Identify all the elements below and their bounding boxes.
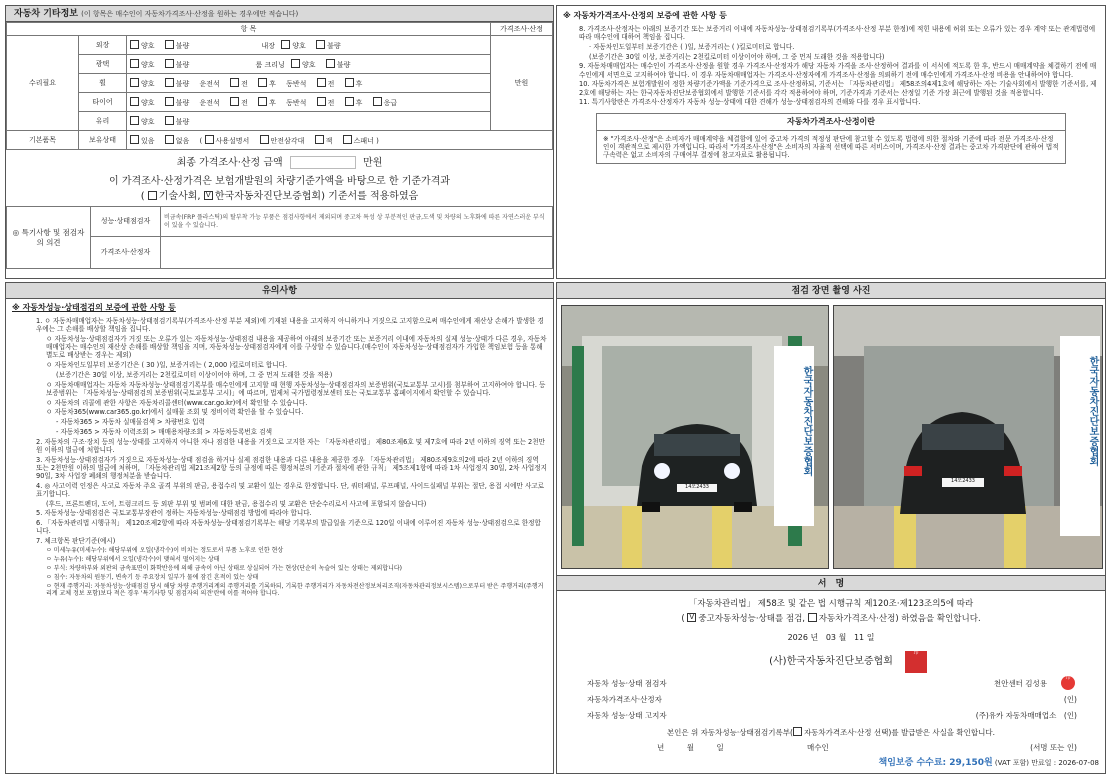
row-glass-options: 양호 불량 bbox=[127, 112, 491, 131]
cleaning-bad-checkbox[interactable] bbox=[326, 59, 335, 68]
wheel-pass-front-checkbox[interactable] bbox=[317, 78, 326, 87]
repair-needed-label: 수리필요 bbox=[7, 36, 79, 131]
row-gloss-options: 양호 불량 룸 크리닝 양호 불량 bbox=[127, 55, 491, 74]
used-car-check-checkbox[interactable] bbox=[687, 613, 696, 622]
note-2: 2. 자동차의 구조·장치 등의 성능·상태를 고지하지 아니한 자나 점검한 내용을 거짓으로 고지한 자는 「자동차관리법」 제80조제6호 및 제7호에 따라 2년 이하의 징역 또는 2천만원 이하의 벌금에 처합니다. bbox=[36, 437, 545, 454]
price-assessor-label: 가격조사·산정자 bbox=[91, 237, 161, 269]
price-guarantee-title: ※ 자동차가격조사·산정의 보증에 관한 사항 등 bbox=[563, 11, 727, 20]
guarantee-item-8-period: · 자동차인도일부터 보증기간은 ( )일, 보증거리는 ( )킬로미터로 합니다. bbox=[589, 42, 795, 51]
wheel-good-checkbox[interactable] bbox=[130, 78, 139, 87]
tire-driver-rear-checkbox[interactable] bbox=[258, 97, 267, 106]
wheel-pass-rear-checkbox[interactable] bbox=[345, 78, 354, 87]
note-3: 3. 자동차성능·상태점검자가 거짓으로 자동차성능·상태 점검을 하거나 실제 점검한 내용과 다른 내용을 제공한 경우 「자동차관리법」 제80조제9호의2에 따라 2년 이하의 징역 또는 2천만원 이하의 벌금에 처하며, 「자동차관리법 제21조제2항 등의 규정에 따른 행정처분의 기준과 절차에 관한 규칙」 제5조제1항에 따라 1차 사업정지 30일, 2차 사업정지 90일, 3차 사업장 폐쇄의 행정처분을 받습니다. bbox=[36, 455, 547, 480]
row-exterior-label: 외장 bbox=[79, 36, 127, 55]
guarantee-item-11: 11. 특기사항란은 가격조사·산정자가 자동차 성능·상태에 대한 견해가 성능·상태점검자의 견해와 다를 경우 표시합니다. bbox=[579, 98, 921, 107]
note-7b: ㅇ 누유(누수): 해당부위에서 오일(냉각수)이 맺혀서 떨어지는 상태 bbox=[46, 555, 220, 563]
col-price-header: 가격조사·산정 bbox=[491, 23, 553, 36]
note-1g: ㅇ 자동차365(www.car365.go.kr)에서 실매물 조회 및 정비이력 확인을 할 수 있습니다. bbox=[46, 408, 304, 417]
sign-row-assessor bbox=[587, 695, 1077, 704]
fee-note: (VAT 포함) 만료일 : 2026-07-08 bbox=[994, 759, 1099, 767]
row-retention-options: 있음 없음 ( 사용설명서 안전삼각대 잭 스패너 ) bbox=[127, 131, 553, 150]
issue-date: 2026 년 03 월 11 일 bbox=[787, 633, 875, 642]
manual-checkbox[interactable] bbox=[205, 135, 214, 144]
special-notes-table bbox=[6, 206, 553, 269]
sign-row-notifier bbox=[587, 711, 1077, 720]
inspector-label: 성능·상태점검자 bbox=[91, 207, 161, 237]
row-tire-options: 양호 불량 운전석 전 후 동반석 전 후 응급 bbox=[127, 93, 491, 112]
price-definition-title: 자동차가격조사·산정이란 bbox=[597, 114, 1065, 131]
sign-row-inspector bbox=[587, 679, 1077, 688]
row-gloss-label: 광택 bbox=[79, 55, 127, 74]
inspection-photo-rear bbox=[833, 305, 1103, 569]
price-definition-text: ※ "가격조사·산정"은 소비자가 매매계약을 체결함에 있어 중고차 가격의 적정성 판단에 참고할 수 있도록 법령에 의한 절차와 기준에 따라 전문 가격조사·산정인이 객관적으로 제시한 가액입니다. 따라서 "가격조사·산정"은 소비자의 자율적 선택에 따른 서비스이며, 가격조사·산정 결과는 중고차 가격판단에 관하여 법적 구속력은 없고 소비자의 구매여부 결정에 참고자료로 활용됩니다. bbox=[603, 134, 1059, 160]
guarantee-item-8-note: (보증기간은 30일 이상, 보증거리는 2천킬로미터 이상이어야 하며, 그 중 먼저 도래한 것을 적용합니다) bbox=[589, 52, 885, 61]
repair-table bbox=[6, 22, 553, 150]
notes-panel bbox=[5, 282, 554, 774]
interior-bad-checkbox[interactable] bbox=[316, 40, 325, 49]
buyer-date: 년 월 일 bbox=[657, 743, 724, 752]
fee-line bbox=[879, 758, 1099, 769]
note-7c: ㅇ 부식: 차량하부와 외판의 금속표면이 화학반응에 의해 금속이 아닌 상태로 상실되어 가는 현상(단순히 녹슬어 있는 상태는 제외합니다) bbox=[46, 564, 403, 572]
tire-good-checkbox[interactable] bbox=[130, 97, 139, 106]
tire-emergency-checkbox[interactable] bbox=[373, 97, 382, 106]
inspection-photo-front bbox=[561, 305, 829, 569]
front-plate: 14모2433 bbox=[685, 484, 709, 490]
col-item-header: 항 목 bbox=[7, 23, 491, 36]
tire-pass-rear-checkbox[interactable] bbox=[345, 97, 354, 106]
inspector-seal-stamp: 印 bbox=[1061, 676, 1075, 690]
notes-title: ※ 자동차성능·상태점검의 보증에 관한 사항 등 bbox=[12, 303, 176, 312]
rear-plate: 14모2433 bbox=[951, 478, 975, 484]
rear-banner-text: 한국자동차진단보증협회 bbox=[1087, 356, 1098, 466]
note-4b: (후드, 프론트펜더, 도어, 트렁크리드 등 외판 부위 및 범퍼에 대한 판금, 용접수리 및 교환은 단순수리로서 사고에 포함되지 않습니다) bbox=[46, 499, 427, 508]
sign-row-assessor-label: 자동차가격조사·산정자 bbox=[587, 695, 662, 704]
law-line: 「자동차관리법」 제58조 및 같은 법 시행규칙 제120조·제123조의5에 따라 bbox=[688, 599, 974, 609]
final-price-label: 최종 가격조사·산정 금액 bbox=[176, 157, 283, 169]
front-banner-text: 한국자동차진단보증협회 bbox=[801, 366, 812, 476]
inspector-note: 비금속(FRP 플라스틱)의 탈부착 가능 부품은 점검사항에서 제외되며 중고차 특성 상 부분적인 판금,도색 및 차량의 노후화에 따른 자연스러운 부식이 있을 수 있습니다. bbox=[161, 207, 553, 237]
glass-good-checkbox[interactable] bbox=[130, 116, 139, 125]
sign-row-notifier-value: (주)유카 자동차매매업소 (인) bbox=[975, 711, 1077, 720]
basis-kadia-checkbox[interactable] bbox=[204, 191, 213, 200]
sign-row-notifier-label: 자동차 성능·상태 고지자 bbox=[587, 711, 667, 720]
note-1d: (보증기간은 30일 이상, 보증거리는 2천킬로미터 이상이어야 하며, 그 중 먼저 도래한 것을 적용) bbox=[56, 370, 333, 379]
tire-bad-checkbox[interactable] bbox=[165, 97, 174, 106]
photo-sign-panel bbox=[556, 282, 1106, 774]
guarantee-item-8: 8. 가격조사·산정자는 아래의 보증기간 또는 보증거리 이내에 자동차성능·상태점검기록부(가격조사·산정 부분 한정)에 적힌 내용에 허위 또는 오류가 있는 경우 계약 또는 관계법령에 따라 매수인에 대하여 책임을 집니다. bbox=[579, 25, 1096, 42]
price-unit-cell: 만원 bbox=[491, 36, 553, 131]
receipt-line: 본인은 위 자동차성능·상태점검기록부( 자동차가격조사·산정 선택)를 발급받은 사실을 확인합니다. bbox=[666, 728, 996, 737]
buyer-label: 매수인 bbox=[807, 743, 829, 752]
basis-line2: ( 기술사회, V 한국자동차진단보증협회) 기준서를 적용하였음 bbox=[6, 191, 553, 204]
receipt-price-checkbox[interactable] bbox=[793, 727, 802, 736]
org-name: (사)한국자동차진단보증협회 bbox=[769, 656, 893, 667]
exterior-bad-checkbox[interactable] bbox=[165, 40, 174, 49]
exterior-good-checkbox[interactable] bbox=[130, 40, 139, 49]
sign-header: 서 명 bbox=[557, 575, 1105, 591]
wheel-driver-front-checkbox[interactable] bbox=[230, 78, 239, 87]
photo-header: 점검 장면 촬영 사진 bbox=[557, 283, 1105, 299]
note-7: 7. 체크항목 판단기준(예시) bbox=[36, 537, 116, 546]
note-1i: - 자동차365 > 자동차 이력조회 > 매매용차량조회 > 자동차등록번호 검색 bbox=[56, 427, 273, 436]
row-glass-label: 유리 bbox=[79, 112, 127, 131]
cleaning-good-checkbox[interactable] bbox=[291, 59, 300, 68]
notes-header: 유의사항 bbox=[6, 283, 553, 299]
tire-pass-front-checkbox[interactable] bbox=[317, 97, 326, 106]
glass-bad-checkbox[interactable] bbox=[165, 116, 174, 125]
notes-list bbox=[6, 315, 553, 598]
final-price-line bbox=[6, 156, 553, 170]
guarantee-item-9: 9. 자동차매매업자는 매수인이 가격조사·산정을 원할 경우 가격조사·산정자가 해당 자동차 가격을 조사·산정하여 결과를 이 서식에 적도록 한 후, 반드시 매매계약을 체결하기 전에 매수인에게 서면으로 고지하여야 합니다. 이 경우 자동차매매업자는 가격조사·산정자에게 가격조사·산정을 의뢰하기 전에 매수인에게 가격조사·산정 비용을 안내하여야 합니다. bbox=[579, 62, 1097, 79]
note-4: 4. ◎ 사고이력 인정은 사고로 자동차 주요 골격 부위의 판금, 용접수리 및 교환이 있는 경우로 한정합니다. 단, 쿼터패널, 루프패널, 사이드실패널 부위는 절단, 용접 시에만 사고로 표기합니다. bbox=[36, 481, 545, 498]
retention-yes-checkbox[interactable] bbox=[130, 135, 139, 144]
org-seal-stamp: 印 bbox=[905, 651, 927, 673]
note-7e: ㅇ 현재 주행거리: 자동차성능·상태점검 당시 해당 차량 주행거리계의 주행거리를 기록하되, 기록한 주행거리가 자동차전산정보처리조직(자동차관리정보시스템)으로부터 받은 주행거리(주행거리계 교체 정보 포함)보다 적은 경우 '특기사항 및 점검자의 의견'란에 이를 적어야 합니다. bbox=[46, 582, 544, 598]
buyer-sign: (서명 또는 인) bbox=[1030, 743, 1077, 752]
jack-checkbox[interactable] bbox=[315, 135, 324, 144]
note-7a: ㅇ 미세누유(미세누수): 해당부위에 오일(냉각수)이 비치는 정도로서 부품 노후로 인한 현상 bbox=[46, 546, 284, 554]
note-1f: ㅇ 자동차의 리콜에 관한 사항은 자동차리콜센터(www.car.go.kr)에서 확인할 수 있습니다. bbox=[46, 398, 308, 407]
triangle-checkbox[interactable] bbox=[260, 135, 269, 144]
price-guarantee-list bbox=[557, 23, 1105, 107]
gloss-good-checkbox[interactable] bbox=[130, 59, 139, 68]
row-tire-label: 타이어 bbox=[79, 93, 127, 112]
final-price-unit: 만원 bbox=[363, 157, 383, 169]
basic-items-label: 기본품목 bbox=[7, 131, 79, 150]
sign-row-assessor-value: (인) bbox=[1063, 695, 1077, 704]
price-assessor-note[interactable] bbox=[161, 237, 553, 269]
row-wheel-label: 휠 bbox=[79, 74, 127, 93]
row-room-cleaning-label: 룸 크리닝 bbox=[255, 60, 285, 69]
basis-line1: 이 가격조사·산정가격은 보험개발원의 차량기준가액을 바탕으로 한 기준가격과 bbox=[108, 176, 451, 187]
row-exterior-options: 양호 불량 내장 양호 불량 bbox=[127, 36, 491, 55]
interior-good-checkbox[interactable] bbox=[281, 40, 290, 49]
note-1a: 1. ㅇ 자동차매매업자는 자동차성능·상태점검기록부(가격조사·산정 부분 제외)에 기재된 내용을 고지하지 아니하거나 거짓으로 고지함으로써 매수인에게 재산상 손해가 발생한 경우에는 그 손해를 배상할 책임을 집니다. bbox=[36, 317, 544, 334]
note-1e: ㅇ 자동차매매업자는 자동차 자동차성능·상태점검기록부를 매수인에게 고지할 때 현행 자동차성능·상태점검자의 보증범위(국토교통부 고시)를 첨부하여 고지하여야 합니다. 등 보증범위는 「자동차성능·상태점검의 보증범위(국토교통부 고시)」에 따르며, 법제처 국가법령정보센터 또는 국토교통부 홈페이지에서 확인할 수 있습니다. bbox=[46, 380, 546, 397]
note-6: 6. 「자동차관리법 시행규칙」 제120조제2항에 따라 자동차성능·상태점검기록부는 해당 기록부의 발급일을 기준으로 120일 이내에 이루어진 자동차 성능·상태점검으로 한정합니다. bbox=[36, 519, 541, 536]
row-interior-label: 내장 bbox=[261, 41, 276, 50]
note-5: 5. 자동차성능·상태점검은 국토교통부장관이 정하는 자동차성능·상태점검 방법에 따라야 합니다. bbox=[36, 509, 312, 518]
retention-no-checkbox[interactable] bbox=[165, 135, 174, 144]
other-info-panel bbox=[5, 5, 554, 279]
wheel-bad-checkbox[interactable] bbox=[165, 78, 174, 87]
price-definition-box bbox=[596, 113, 1066, 165]
note-7d: ㅇ 침수: 자동차의 원동기, 변속기 등 주요장치 일부가 물에 잠긴 흔적이 있는 상태 bbox=[46, 573, 259, 581]
buyer-row bbox=[657, 743, 1077, 752]
other-info-subtitle: (이 항목은 매수인이 자동차가격조사·산정을 원하는 경우에만 적습니다) bbox=[81, 10, 299, 18]
basis-tech-checkbox[interactable] bbox=[148, 191, 157, 200]
price-guarantee-panel bbox=[556, 5, 1106, 279]
special-notes-label: ◎ 특기사항 및 점검자의 의견 bbox=[7, 207, 91, 269]
tire-driver-front-checkbox[interactable] bbox=[230, 97, 239, 106]
row-retention-label: 보유상태 bbox=[79, 131, 127, 150]
row-wheel-options: 양호 불량 운전석 전 후 동반석 전 후 bbox=[127, 74, 491, 93]
sign-row-inspector-value: 천안센터 김성용 bbox=[993, 679, 1047, 688]
other-info-title: 자동차 기타정보 bbox=[14, 9, 78, 19]
note-1c: ㅇ 자동차인도일부터 보증기간은 ( 30 )일, 보증거리는 ( 2,000 )킬로미터로 합니다. bbox=[46, 361, 288, 370]
sign-row-inspector-label: 자동차 성능·상태 점검자 bbox=[587, 679, 667, 688]
check-line: ( V중고자동차성능·상태를 점검, 자동차가격조사·산정) 하였음을 확인합니다. bbox=[557, 613, 1105, 625]
fee-label: 책임보증 수수료: 29,150원 bbox=[878, 758, 993, 768]
spanner-checkbox[interactable] bbox=[343, 135, 352, 144]
note-1b: ㅇ 자동차성능·상태점검자가 거짓 또는 오류가 있는 자동차성능·상태점검 내용을 제공하여 아래의 보증기간 또는 보증거리 이내에 자동차의 실제 성능·상태가 다른 경우, 자동차매매업자는 매수인의 재산상 손해를 배상할 책임을 지며, 자동차성능·상태점검자에게 이를 구상할 수 있습니다.(매수인이 자동차성능·상태점검자가 가입한 책임보험 등을 통해 별도로 배상받는 경우는 제외) bbox=[46, 334, 547, 360]
price-check-checkbox[interactable] bbox=[808, 613, 817, 622]
wheel-driver-rear-checkbox[interactable] bbox=[258, 78, 267, 87]
final-price-input[interactable] bbox=[290, 156, 356, 169]
other-info-header bbox=[6, 6, 553, 22]
note-1h: - 자동차365 > 자동차 실매물검색 > 차량번호 입력 bbox=[56, 418, 205, 427]
gloss-bad-checkbox[interactable] bbox=[165, 59, 174, 68]
guarantee-item-10: 10. 자동차가격은 보험개발원이 정한 차량기준가액을 기준가격으로 조사·산정하되, 기준서는 「자동차관리법」 제58조의4제1호에 해당하는 자는 기술사회에서 발행한 기준서를, 제2호에 해당하는 자는 한국자동차진단보증협회에서 발행한 기준서를 각각 적용하여야 하며, 기준가격과 기준서는 산정일 기준 가장 최근에 발행된 것을 적용합니다. bbox=[579, 80, 1097, 97]
